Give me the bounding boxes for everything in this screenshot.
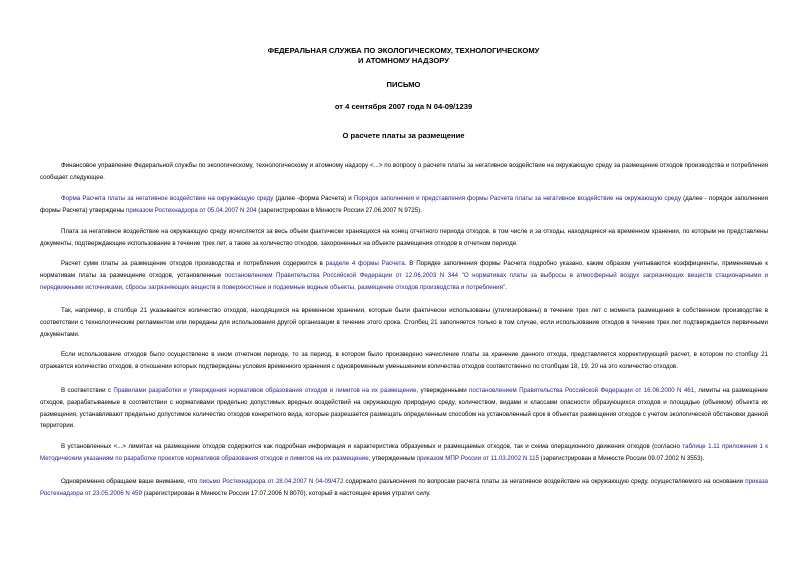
- paragraph-4: Расчет сумм платы за размещение отходов производства и потребления содержится в разделе 4 формы Расчета. В Порядке заполнения формы Расчета подробно указано, каким образом учитываются коэффициенты, применяемые к нормативам платы за размещение отходов, установленные постановлением Правительства Российской Федерации от 12.06.2003 N 344 "О нормативах платы за выбросы в атмосферный воздух загрязняющих веществ стационарными и передвижными источниками, сбросы загрязняющих веществ в поверхностные и подземные водные объекты, размещение отходов производства и потребления".: [40, 260, 768, 291]
- paragraph-7: В соответствии с Правилами разработки и утверждения нормативов образования отходов и лимитов на их размещение, утвержденными постановлением Правительства Российской Федерации от 16.06.2000 N 461, лимиты на размещение отходов, разрабатываемые в соответствии с нормативами предельно допустимых вредных воздействий на окружающую природную среду, количеством, видами и классами опасности образующихся отходов и площадью (объемом) объекта их размещения, устанавливают предельно допустимое количество отходов конкретного вида, которые разрешается размещать определенным способом на установленный срок в объектах размещения отходов с учетом экологической обстановки данной территории.: [40, 387, 769, 430]
- link-filling-procedure[interactable]: Порядок заполнения и представления формы Расчета платы за негативное воздействие на окружающую среду: [353, 195, 681, 202]
- link-rules-limits[interactable]: Правилами разработки и утверждения нормативов образования отходов и лимитов на их размещение: [113, 387, 417, 394]
- agency-name-line-2: И АТОМНОМУ НАДЗОРУ: [358, 56, 449, 65]
- link-order-204[interactable]: приказом Ростехнадзора от 05.04.2007 N 204: [126, 206, 257, 214]
- link-order-459[interactable]: приказа Ростехнадзора от 23.05.2006 N 459: [40, 478, 768, 497]
- link-letter-472[interactable]: письмо Ростехнадзора от 28.04.2007 N 04-09/472: [199, 478, 344, 485]
- document-subject: О расчете платы за размещение: [342, 131, 465, 140]
- paragraph-8: В установленных <...> лимитах на размещение отходов содержится как подробная информация и характеристика образуемых и размещаемых отходов, так и схема операционного движения отходов (согласно таблице 1.11 приложения 1 к Методическим указаниям по разработке проектов нормативов образования отходов и лимитов на их размещение, утвержденным приказом МПР России от 11.03.2002 N 115 (зарегистрирован в Минюсте России 09.07.2002 N 3553).: [40, 443, 768, 462]
- link-form-calculation[interactable]: Форма Расчета платы за негативное воздействие на окружающую среду: [61, 195, 274, 202]
- link-section-4[interactable]: разделе 4 формы Расчета: [325, 260, 405, 267]
- paragraph-6: Если использование отходов было осуществлено в ином отчетном периоде, то за период, в котором было произведено начисление платы за хранение данного отхода, представляется корректирующий расчет, в котором по столбцу 21 отражается количество отходов, в отношении которых подтверждены условия временного хранения с одновременным уменьшением количества отходов соответственно по столбцам 18, 19, 20 на это количество отходов.: [40, 351, 768, 370]
- link-resolution-461[interactable]: постановлением Правительства Российской Федерации от 16.06.2000 N 461: [469, 387, 695, 394]
- link-resolution-344[interactable]: постановлением Правительства Российской Федерации от 12.06.2003 N 344 "О нормативах платы за выбросы в атмосферный воздух загрязняющих веществ стационарными и передвижными источниками, сбросы загрязняющих веществ в поверхностные и подземные водные объекты, размещение отходов производства и потребления": [40, 271, 768, 291]
- paragraph-1: Финансовое управление Федеральной службы по экологическому, технологическому и атомному надзору <...> по вопросу о расчете платы за негативное воздействие на окружающую среду за размещение отходов производства и потребления сообщает следующее.: [40, 162, 768, 181]
- paragraph-9: Одновременно обращаем ваше внимание, что письмо Ростехнадзора от 28.04.2007 N 04-09/472 содержало разъяснения по вопросам расчета платы за негативное воздействие на окружающую среду, осуществляемого на основании приказа Ростехнадзора от 23.05.2006 N 459 (зарегистрирован в Минюсте России 17.07.2006 N 8070), который в настоящее время утратил силу.: [40, 478, 768, 497]
- document-date-number: от 4 сентября 2007 года N 04-09/1239: [334, 102, 473, 111]
- link-table-1-11[interactable]: таблице 1.11 приложения 1 к Методическим указаниям по разработке проектов нормативов образования отходов и лимитов на их размещение: [40, 443, 768, 462]
- document-type: ПИСЬМО: [386, 80, 421, 89]
- paragraph-2: Форма Расчета платы за негативное воздействие на окружающую среду (далее -форма Расчета) и Порядок заполнения и представления формы Расчета платы за негативное воздействие на окружающую среду (далее - порядок заполнения формы Расчета) утверждены приказом Ростехнадзора от 05.04.2007 N 204 (зарегистрирован в Минюсте России 27.06.2007 N 9725).: [40, 195, 768, 214]
- link-order-115[interactable]: приказом МПР России от 11.03.2002 N 115: [416, 454, 539, 462]
- paragraph-5: Так, например, в столбце 21 указывается количество отходов, находящихся на временном хранении, которые были фактически использованы (утилизированы) в течение трех лет с момента размещения в собственном производстве в соответствии с технологическим регламентом или переданы для использования другой организации в течение этого срока. Столбец 21 заполняется только в том случае, если использование отходов в течение трех лет подтверждается первичными документами.: [40, 307, 768, 338]
- paragraph-3: Плата за негативное воздействие на окружающую среду исчисляется за весь объем фактически хранящихся на конец отчетного периода отходов, в том числе и за отходы, находящиеся на временном хранении, по которым не представлены документы, подтверждающие использование в течение трех лет, а также за количество отходов, захороненных на объекте размещения отходов в отчетном периоде.: [40, 228, 768, 247]
- agency-name-line-1: ФЕДЕРАЛЬНАЯ СЛУЖБА ПО ЭКОЛОГИЧЕСКОМУ, ТЕХНОЛОГИЧЕСКОМУ: [267, 46, 540, 55]
